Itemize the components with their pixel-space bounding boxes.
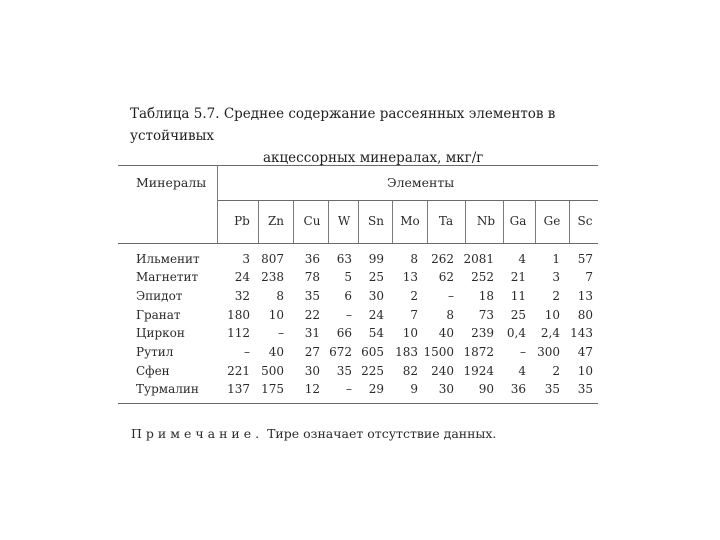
element-header-pb: Pb [234, 214, 250, 228]
table-cell: 25 [510, 308, 526, 322]
row-label-mineral: Рутил [136, 345, 174, 359]
table-cell: 180 [227, 308, 250, 322]
table-cell: 2 [552, 289, 560, 303]
table-cell: 221 [227, 364, 250, 378]
element-header-cu: Cu [303, 214, 321, 228]
table-cell: 2 [410, 289, 418, 303]
table-cell: 8 [276, 289, 284, 303]
element-header-sc: Sc [577, 214, 593, 228]
table-cell: 225 [361, 364, 384, 378]
table-cell: 80 [577, 308, 593, 322]
table-cell: 82 [402, 364, 418, 378]
table-cell: 238 [261, 270, 284, 284]
table-cell: 90 [478, 382, 494, 396]
table-cell: 137 [227, 382, 250, 396]
table-cell: 18 [478, 289, 494, 303]
table-cell: 252 [471, 270, 494, 284]
note-prefix: Примечание. [131, 426, 264, 441]
table-cell: 11 [510, 289, 526, 303]
table-cell: 63 [336, 252, 352, 266]
element-header-nb: Nb [476, 214, 496, 228]
table-cell: 7 [585, 270, 593, 284]
table-cell: 10 [577, 364, 593, 378]
row-label-mineral: Магнетит [136, 270, 199, 284]
table-cell: 240 [431, 364, 454, 378]
table-cell: 47 [577, 345, 593, 359]
table-cell: 175 [261, 382, 284, 396]
table-cell: 6 [344, 289, 352, 303]
table-cell: 10 [268, 308, 284, 322]
table-cell: 29 [368, 382, 384, 396]
table-cell: 66 [336, 326, 352, 340]
row-label-mineral: Ильменит [136, 252, 200, 266]
caption-line-2: акцессорных минералах, мкг/г [263, 150, 484, 166]
table-cell: 8 [446, 308, 454, 322]
table-cell: 36 [510, 382, 526, 396]
table-cell: 35 [577, 382, 593, 396]
caption-line-1: Таблица 5.7. Среднее содержание рассеянных элементов в устойчивых [130, 106, 556, 144]
table-cell: 57 [577, 252, 593, 266]
header-separator [465, 201, 466, 243]
column-header-minerals: Минералы [136, 175, 207, 190]
column-header-elements: Элементы [387, 175, 455, 190]
table-cell: 807 [261, 252, 284, 266]
table-cell: 54 [368, 326, 384, 340]
element-header-sn: Sn [368, 214, 384, 228]
table-cell: 13 [577, 289, 593, 303]
table-cell: – [278, 326, 284, 340]
table-cell: 10 [544, 308, 560, 322]
table-cell: 239 [471, 326, 494, 340]
table-cell: 24 [234, 270, 250, 284]
table-cell: 5 [344, 270, 352, 284]
table-cell: 143 [570, 326, 593, 340]
table-header-mid-rule [217, 200, 598, 201]
table-caption [130, 103, 610, 169]
element-header-zn: Zn [267, 214, 285, 228]
element-header-ga: Ga [509, 214, 527, 228]
table-cell: 3 [552, 270, 560, 284]
table-note [131, 426, 496, 441]
table-cell: 99 [368, 252, 384, 266]
table-cell: 35 [304, 289, 320, 303]
table-cell: 300 [537, 345, 560, 359]
table-cell: 30 [368, 289, 384, 303]
table-cell: 22 [304, 308, 320, 322]
table-cell: 0,4 [506, 326, 526, 340]
table-cell: 36 [304, 252, 320, 266]
table-cell: 500 [261, 364, 284, 378]
row-label-mineral: Сфен [136, 364, 170, 378]
note-text: Тире означает отсутствие данных. [263, 426, 497, 441]
table-cell: 8 [410, 252, 418, 266]
table-cell: 4 [518, 364, 526, 378]
table-cell: – [244, 345, 250, 359]
table-cell: 3 [242, 252, 250, 266]
table-cell: 605 [361, 345, 384, 359]
table-cell: 183 [395, 345, 418, 359]
table-cell: 10 [402, 326, 418, 340]
element-header-ge: Ge [543, 214, 561, 228]
row-label-mineral: Эпидот [136, 289, 183, 303]
table-cell: – [448, 289, 454, 303]
table-cell: 35 [336, 364, 352, 378]
table-cell: 24 [368, 308, 384, 322]
element-header-w: W [337, 214, 351, 228]
table-cell: – [520, 345, 526, 359]
table-cell: 1 [552, 252, 560, 266]
row-label-mineral: Турмалин [136, 382, 199, 396]
table-cell: 21 [510, 270, 526, 284]
table-bottom-rule [118, 403, 598, 404]
table-cell: 32 [234, 289, 250, 303]
table-cell: 40 [438, 326, 454, 340]
table-cell: – [346, 382, 352, 396]
table-cell: – [346, 308, 352, 322]
row-label-mineral: Гранат [136, 308, 181, 322]
table-cell: 7 [410, 308, 418, 322]
table-cell: 30 [304, 364, 320, 378]
header-separator [217, 165, 218, 243]
table-cell: 112 [227, 326, 250, 340]
table-cell: 1500 [423, 345, 454, 359]
table-cell: 31 [304, 326, 320, 340]
table-cell: 9 [410, 382, 418, 396]
table-cell: 27 [304, 345, 320, 359]
table-cell: 30 [438, 382, 454, 396]
element-header-ta: Ta [438, 214, 454, 228]
table-cell: 2,4 [540, 326, 560, 340]
table-cell: 40 [268, 345, 284, 359]
table-cell: 2 [552, 364, 560, 378]
table-cell: 672 [329, 345, 352, 359]
table-cell: 13 [402, 270, 418, 284]
table-cell: 1872 [463, 345, 494, 359]
table-header-bottom-rule [118, 243, 598, 244]
table-cell: 78 [304, 270, 320, 284]
table-cell: 12 [304, 382, 320, 396]
table-cell: 25 [368, 270, 384, 284]
table-cell: 73 [478, 308, 494, 322]
table-cell: 35 [544, 382, 560, 396]
element-header-mo: Mo [400, 214, 420, 228]
table-cell: 262 [431, 252, 454, 266]
table-top-rule [118, 165, 598, 166]
table-cell: 62 [438, 270, 454, 284]
row-label-mineral: Циркон [136, 326, 185, 340]
table-cell: 1924 [463, 364, 494, 378]
table-cell: 2081 [463, 252, 494, 266]
table-cell: 4 [518, 252, 526, 266]
